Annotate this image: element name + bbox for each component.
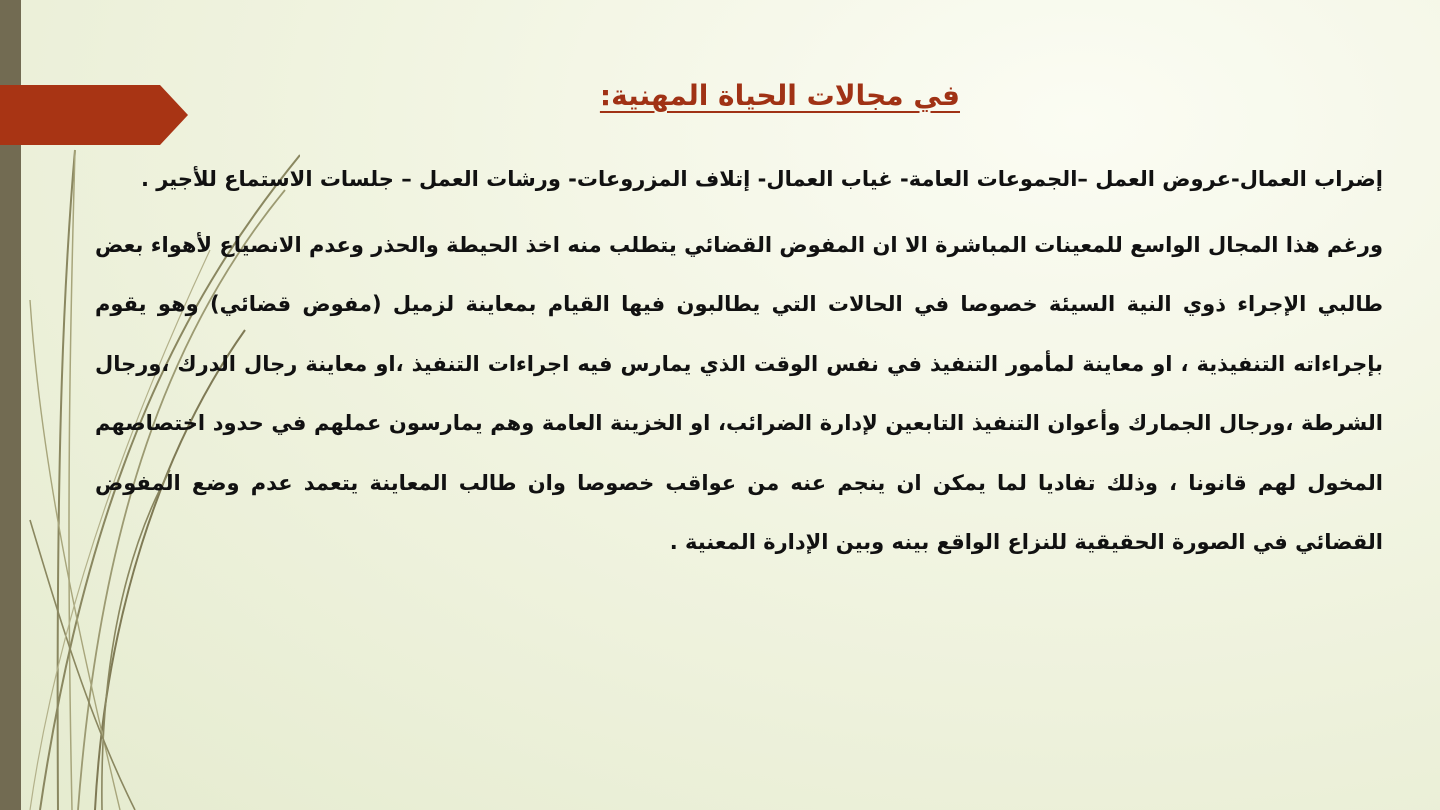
paragraph-caution: ورغم هذا المجال الواسع للمعينات المباشرة الا ان المفوض القضائي يتطلب منه اخذ الحيطة والحذر وعدم الانصياع لأهواء بعض طالبي الإجراء ذوي النية السيئة خصوصا في الحالات التي يطالبون فيها القيام بمعاينة لزميل (مفوض قضائي) وهو يقوم بإجراءاته التنفيذية ، او معاينة لمأمور التنفيذ في نفس الوقت الذي يمارس فيه اجراءات التنفيذ ،او معاينة رجال الدرك ،ورجال الشرطة ،ورجال الجمارك وأعوان التنفيذ التابعين لإدارة الضرائب، او الخزينة العامة وهم يمارسون عملهم في حدود اختصاصهم المخول لهم قانونا ، وذلك تفاديا لما يمكن ان ينجم عنه من عواقب خصوصا وان طالب المعاينة يتعمد عدم وضع المفوض القضائي في الصورة الحقيقية للنزاع الواقع بينه وبين الإدارة المعنية . [95,232,1383,554]
paragraph-list-of-fields: إضراب العمال-عروض العمل –الجموعات العامة- غياب العمال- إتلاف المزروعات- ورشات العمل – جلسات الاستماع للأجير . [140,167,1383,191]
slide-title: في مجالات الحياة المهنية: [599,79,960,112]
arrow-tab-shape [0,85,190,145]
slide-body [95,150,1383,573]
